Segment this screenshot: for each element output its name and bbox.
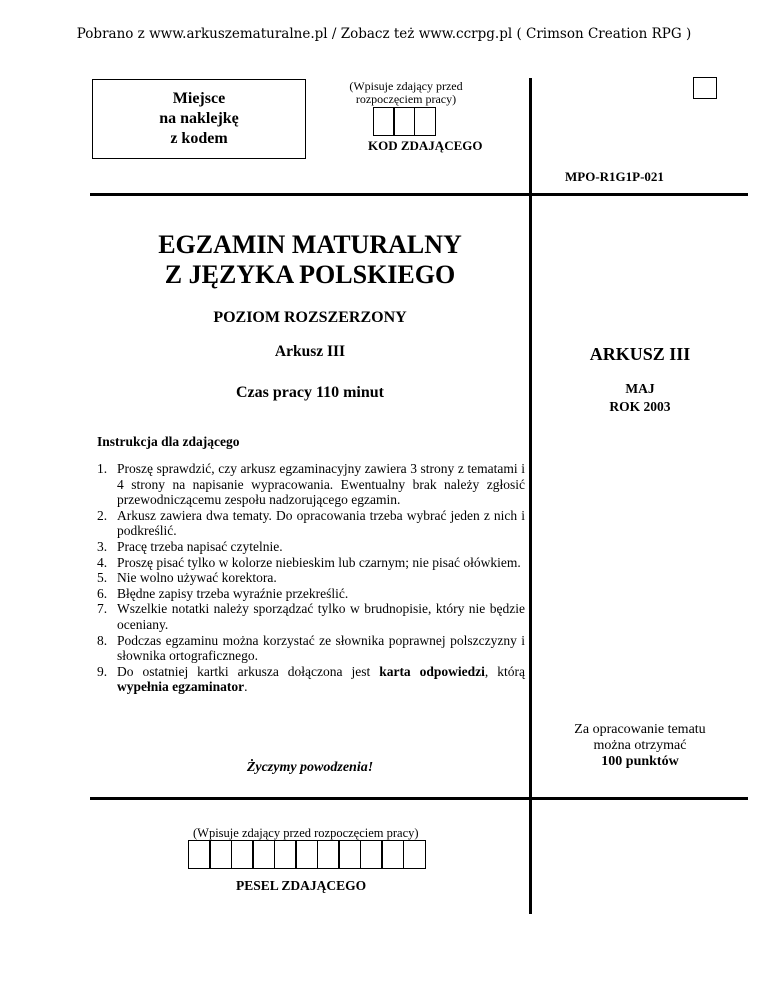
exam-date: MAJ ROK 2003	[609, 381, 671, 414]
pesel-cell[interactable]	[403, 840, 426, 869]
pesel-cell[interactable]	[295, 840, 318, 869]
instructions-list	[97, 461, 525, 695]
list-item: 2. Arkusz zawiera dwa tematy. Do opracowania trzeba wybrać jeden z nich i podkreślić.	[97, 507, 525, 539]
corner-checkbox[interactable]	[693, 77, 717, 99]
pesel-cell[interactable]	[360, 840, 383, 869]
vertical-divider	[529, 78, 532, 914]
exam-title: EGZAMIN MATURALNY Z JĘZYKA POLSKIEGO	[158, 230, 462, 289]
code-cell[interactable]	[393, 107, 415, 136]
points-value: 100 punktów	[601, 754, 679, 769]
good-luck-text: Życzymy powodzenia!	[246, 760, 374, 775]
pesel-note: (Wpisuje zdający przed rozpoczęciem pracy)	[193, 826, 419, 840]
source-line: Pobrano z www.arkuszematuralne.pl / Zobacz też www.ccrpg.pl ( Crimson Creation RPG )	[76, 26, 692, 42]
pesel-cell[interactable]	[209, 840, 232, 869]
pesel-cell[interactable]	[188, 840, 211, 869]
bottom-divider	[90, 797, 748, 800]
sheet-label: Arkusz III	[274, 343, 346, 360]
list-item: 5. Nie wolno używać korektora.	[97, 570, 277, 586]
code-cell[interactable]	[373, 107, 395, 136]
list-item: 9. Do ostatniej kartki arkusza dołączona jest karta odpowiedzi, którą wypełnia egzaminator.	[97, 663, 525, 695]
sticker-placeholder: Miejsce na naklejkę z kodem	[92, 79, 306, 159]
candidate-code-label: KOD ZDAJĄCEGO	[368, 138, 483, 153]
points-line-2: można otrzymać	[593, 738, 687, 753]
pesel-cell[interactable]	[252, 840, 275, 869]
pesel-cell[interactable]	[338, 840, 361, 869]
list-item: 4. Proszę pisać tylko w kolorze niebieskim lub czarnym; nie pisać ołówkiem.	[97, 554, 521, 570]
pesel-cell[interactable]	[274, 840, 297, 869]
pesel-cell[interactable]	[231, 840, 254, 869]
list-item: 7. Wszelkie notatki należy sporządzać tylko w brudnopisie, który nie będzie oceniany.	[97, 601, 525, 632]
pesel-boxes	[189, 840, 426, 869]
code-cell[interactable]	[414, 107, 436, 136]
instructions-heading: Instrukcja dla zdającego	[97, 434, 240, 449]
pesel-cell[interactable]	[317, 840, 340, 869]
side-sheet-label: ARKUSZ III	[589, 344, 691, 364]
candidate-code-boxes	[374, 107, 436, 136]
list-item: 8. Podczas egzaminu można korzystać ze słownika poprawnej polszczyzny i słownika ortograficznego.	[97, 632, 525, 664]
pesel-label: PESEL ZDAJĄCEGO	[236, 878, 367, 893]
list-item: 6. Błędne zapisy trzeba wyraźnie przekreślić.	[97, 585, 349, 601]
list-item: 1. Proszę sprawdzić, czy arkusz egzaminacyjny zawiera 3 strony z tematami i 4 strony na napisanie wypracowania. Ewentualny brak należy zgłosić przewodniczącemu zespołu nadzorującego egzamin.	[97, 461, 525, 508]
exam-code: MPO-R1G1P-021	[565, 169, 664, 184]
points-info	[532, 722, 748, 770]
exam-level: POZIOM ROZSZERZONY	[213, 309, 407, 326]
candidate-code-note: (Wpisuje zdający przed rozpoczęciem pracy)	[349, 79, 463, 106]
list-item: 3. Pracę trzeba napisać czytelnie.	[97, 538, 283, 554]
points-line-1: Za opracowanie tematu	[574, 722, 706, 737]
exam-time: Czas pracy 110 minut	[236, 384, 384, 401]
pesel-cell[interactable]	[381, 840, 404, 869]
top-divider	[90, 193, 748, 196]
